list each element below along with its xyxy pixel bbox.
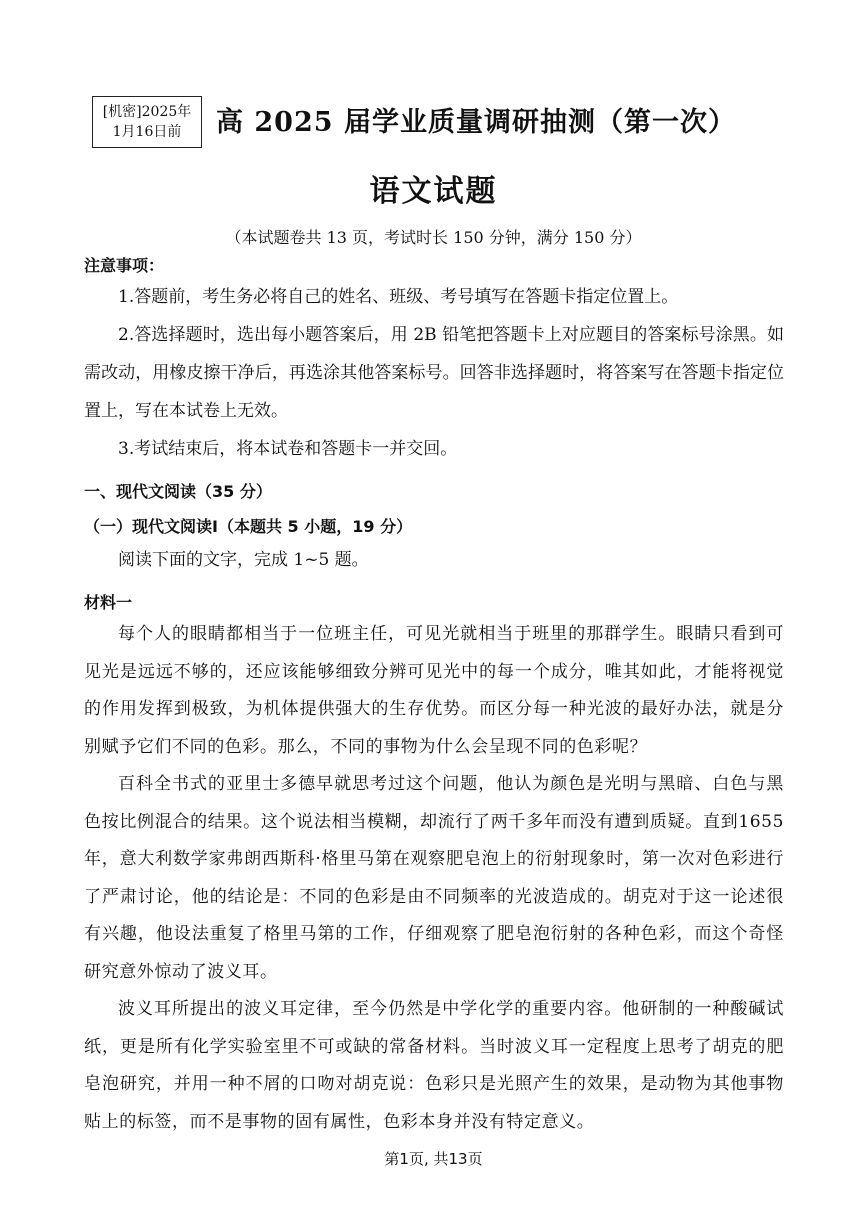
notice-list — [84, 278, 784, 468]
subject-title: 语文试题 — [369, 174, 498, 209]
material-body — [84, 616, 784, 1141]
section-subtitle: （一）现代文阅读Ⅰ（本题共 5 小题，19 分） — [84, 517, 413, 536]
notice-item-3: 3.考试结束后，将本试卷和答题卡一并交回。 — [118, 439, 458, 459]
notice-item-1: 1.答题前，考生务必将自己的姓名、班级、考号填写在答题卡指定位置上。 — [118, 287, 679, 307]
confidential-line-1: [机密]2025年 — [102, 104, 192, 120]
exam-info: （本试题卷共 13 页，考试时长 150 分钟，满分 150 分） — [225, 228, 642, 247]
material-paragraph-2: 百科全书式的亚里士多德早就思考过这个问题，他认为颜色是光明与黑暗、白色与黑色按比例混合的结果。这个说法相当模糊，却流行了两千多年而没有遭到质疑。直到1655 年，意大利数学家弗朗西斯科·格里马第在观察肥皂泡上的衍射现象时，第一次对色彩进行了严肃讨论，他的结论是：不同的色彩是由不同频率的光波造成的。胡克对于这一论述很有兴趣，他设法重复了格里马第的工作，仔细观察了肥皂泡衍射的各种色彩，而这个奇怪研究意外惊动了波义耳。 — [84, 774, 784, 982]
confidential-stamp — [92, 96, 202, 148]
material-label: 材料一 — [84, 593, 133, 612]
material-paragraph-3: 波义耳所提出的波义耳定律，至今仍然是中学化学的重要内容。他研制的一种酸碱试纸，更是所有化学实验室里不可或缺的常备材料。当时波义耳一定程度上思考了胡克的肥皂泡研究，并用一种不屑的口吻对胡克说：色彩只是光照产生的效果，是动物为其他事物贴上的标签，而不是事物的固有属性，色彩本身并没有特定意义。 — [84, 999, 784, 1132]
page-number: 第1页, 共13页 — [384, 1150, 483, 1168]
section-title: 一、现代文阅读（35 分） — [84, 482, 272, 501]
notice-title: 注意事项： — [84, 256, 165, 275]
reading-instruction: 阅读下面的文字，完成 1~5 题。 — [118, 550, 369, 570]
exam-title: 高 2025 届学业质量调研抽测（第一次） — [216, 107, 736, 138]
notice-item-2: 2.答选择题时，选出每小题答案后，用 2B 铅笔把答题卡上对应题目的答案标号涂黑。如需改动，用橡皮擦干净后，再选涂其他答案标号。回答非选择题时，将答案写在答题卡指定位置上，写在本试卷上无效。 — [84, 325, 784, 421]
confidential-line-2: 1月16日前 — [112, 124, 182, 140]
material-paragraph-1: 每个人的眼睛都相当于一位班主任，可见光就相当于班里的那群学生。眼睛只看到可见光是远远不够的，还应该能够细致分辨可见光中的每一个成分，唯其如此，才能将视觉的作用发挥到极致，为机体提供强大的生存优势。而区分每一种光波的最好办法，就是分别赋予它们不同的色彩。那么，不同的事物为什么会呈现不同的色彩呢？ — [84, 624, 784, 757]
